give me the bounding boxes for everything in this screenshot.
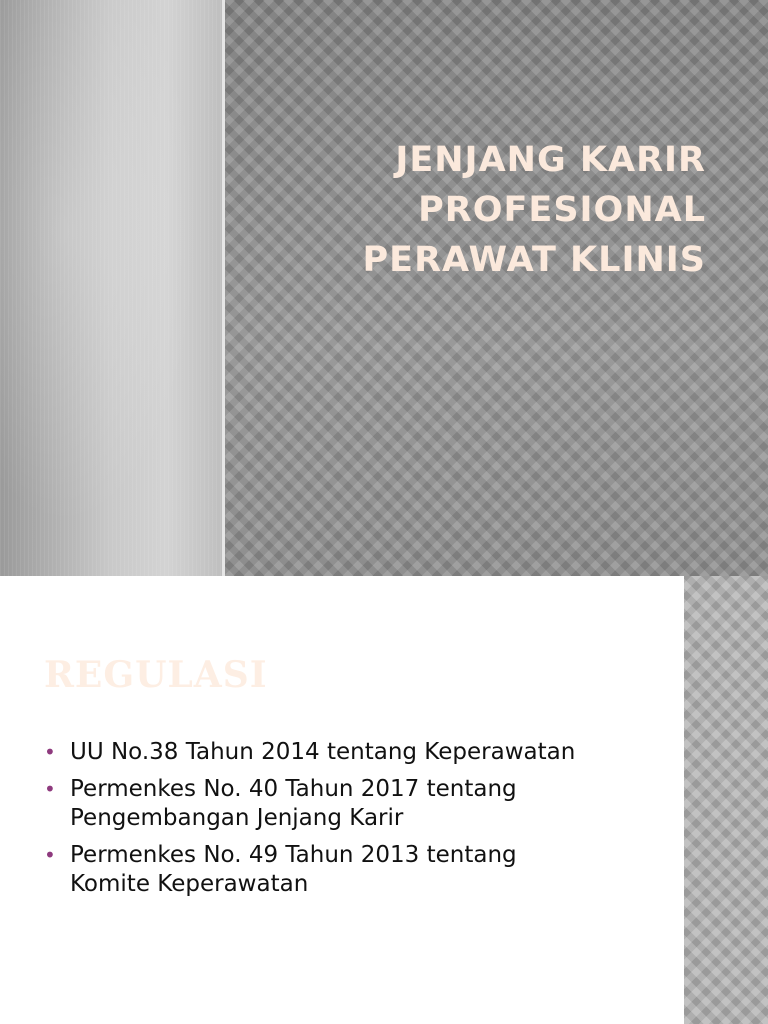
side-pattern-strip (684, 576, 768, 1024)
bullet-icon: • (44, 777, 56, 801)
list-item-line: Komite Keperawatan (70, 871, 309, 897)
list-item-line: Permenkes No. 40 Tahun 2017 tentang (70, 776, 517, 802)
section-heading: REGULASI (44, 654, 268, 696)
list-item (44, 841, 644, 899)
bullet-icon: • (44, 843, 56, 867)
regulation-slide (0, 576, 768, 1024)
bullet-icon: • (44, 740, 56, 764)
slide-title (246, 135, 706, 285)
list-item-line: Pengembangan Jenjang Karir (70, 805, 404, 831)
list-item-line: Permenkes No. 49 Tahun 2013 tentang (70, 842, 517, 868)
left-gradient-panel (0, 0, 222, 576)
title-line-3: PERAWAT KLINIS (362, 240, 706, 280)
title-line-2: PROFESIONAL (418, 190, 706, 230)
title-line-1: JENJANG KARIR (395, 140, 706, 180)
list-item (44, 738, 644, 767)
list-item (44, 775, 644, 833)
regulation-list (44, 738, 644, 907)
list-item-line: UU No.38 Tahun 2014 tentang Keperawatan (70, 739, 576, 765)
right-patterned-panel (225, 0, 768, 576)
